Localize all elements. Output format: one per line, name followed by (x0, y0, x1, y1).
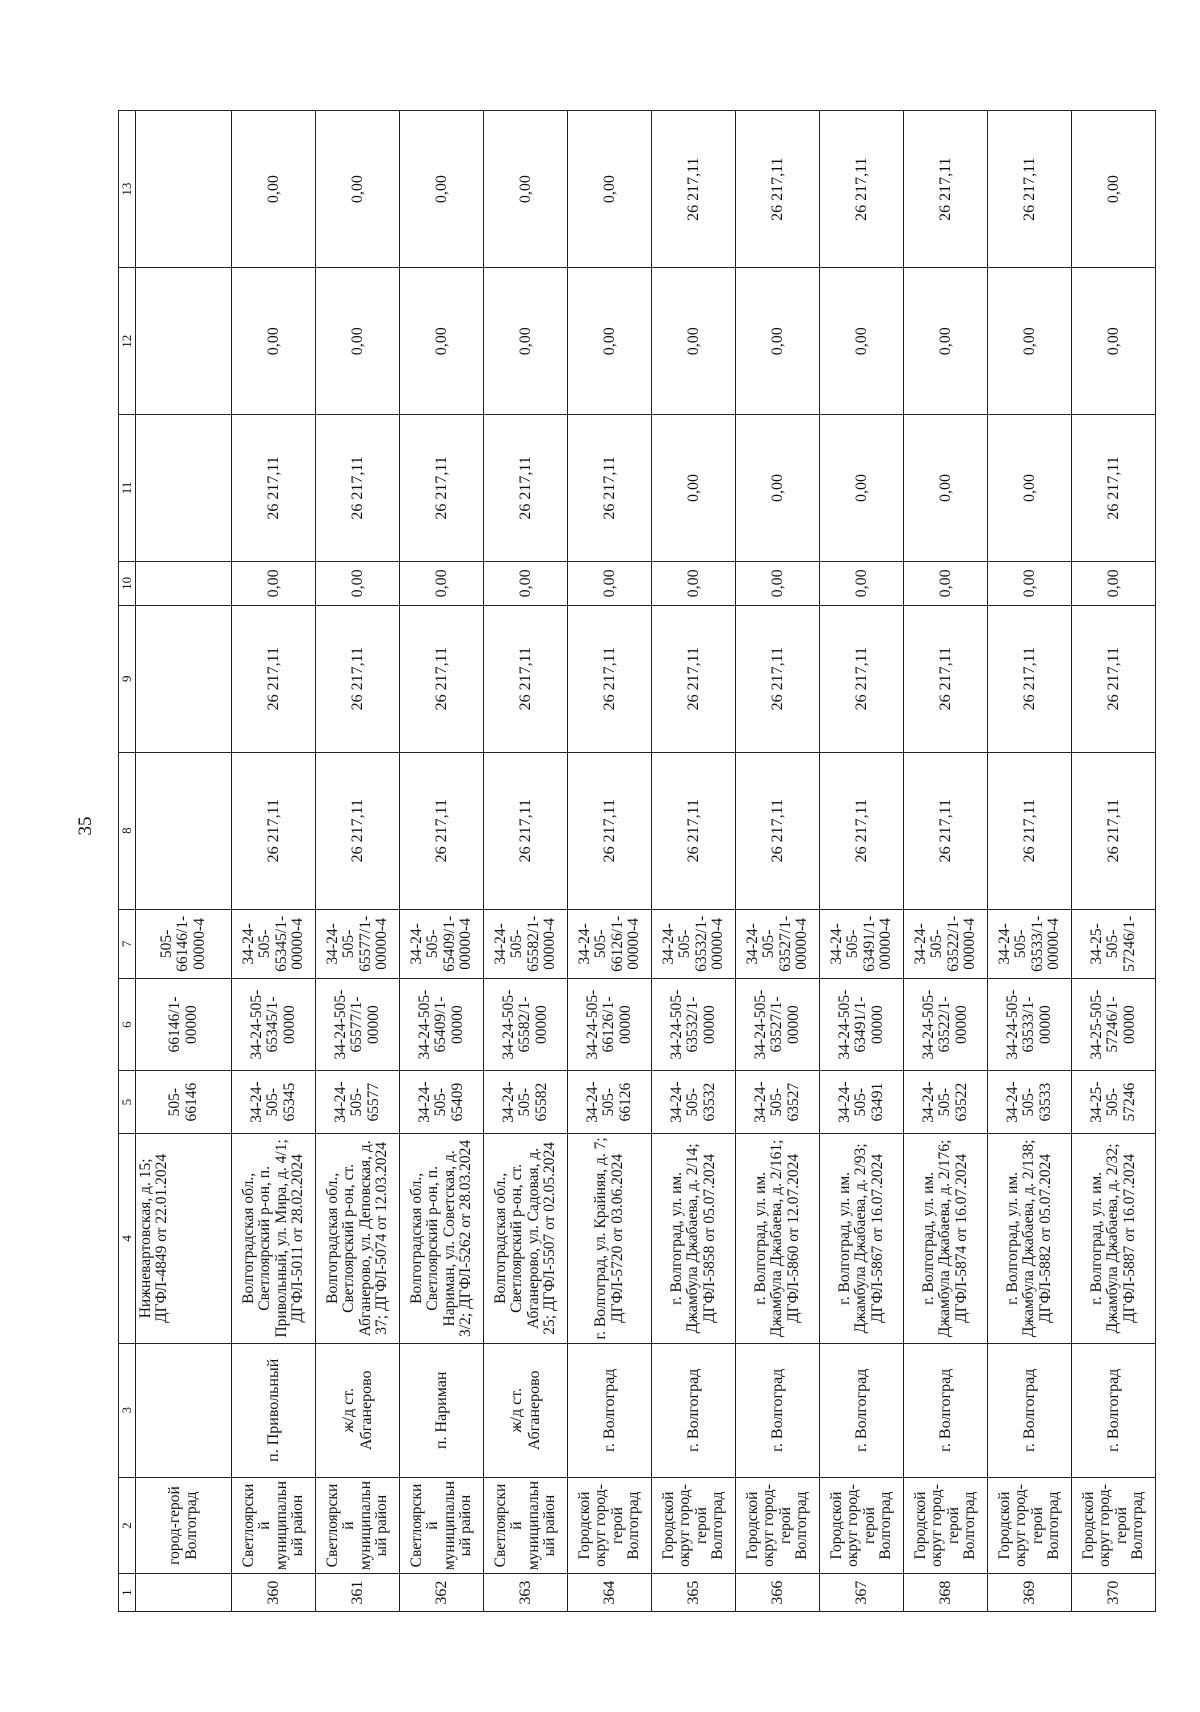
amount-cell-8: 26 217,11 (232, 752, 316, 909)
code-cell: 505-66146 (136, 1071, 232, 1134)
amount-cell-12: 0,00 (904, 268, 988, 415)
row-number: 362 (400, 1574, 484, 1612)
amount-cell-12: 0,00 (820, 268, 904, 415)
municipality-cell: Городской округ город-герой Волгоград (736, 1477, 820, 1573)
row-number (136, 1574, 232, 1612)
amount-cell-11: 26 217,11 (1072, 415, 1156, 562)
amount-cell-11: 0,00 (736, 415, 820, 562)
amount-cell-13: 26 217,11 (652, 111, 736, 268)
rotated-table-container (118, 110, 1178, 1612)
amount-cell-13: 26 217,11 (736, 111, 820, 268)
amount-cell-11: 26 217,11 (484, 415, 568, 562)
address-cell: г. Волгоград, ул. им. Джамбула Джабаева, д. 2/161; ДГФЛ-5860 от 12.07.2024 (736, 1134, 820, 1344)
amount-cell-10: 0,00 (904, 561, 988, 605)
column-header-8: 8 (119, 752, 136, 909)
code-cell: 34-24-505-63533 (988, 1071, 1072, 1134)
row-number: 360 (232, 1574, 316, 1612)
settlement-cell: п. Привольный (232, 1343, 316, 1477)
amount-cell-10: 0,00 (988, 561, 1072, 605)
amount-cell-10: 0,00 (568, 561, 652, 605)
municipality-cell: Городской округ город-герой Волгоград (904, 1477, 988, 1573)
code-cell: 34-24-505-65409 (400, 1071, 484, 1134)
column-header-5: 5 (119, 1071, 136, 1134)
amount-cell-12: 0,00 (988, 268, 1072, 415)
row-number: 368 (904, 1574, 988, 1612)
contract-cell: 34-24-505-65409/1-00000-4 (400, 909, 484, 978)
page-number: 35 (75, 816, 96, 836)
municipality-cell: Светлоярский муниципальный район (484, 1477, 568, 1573)
contract-cell: 34-24-505-66126/1-00000-4 (568, 909, 652, 978)
amount-cell-13: 26 217,11 (820, 111, 904, 268)
amount-cell-11: 0,00 (988, 415, 1072, 562)
account-cell: 34-24-505-65409/1-00000 (400, 978, 484, 1070)
column-number-row (119, 111, 136, 1612)
amount-cell-13: 0,00 (484, 111, 568, 268)
amount-cell-11: 26 217,11 (568, 415, 652, 562)
amount-cell-8: 26 217,11 (820, 752, 904, 909)
amount-cell-9: 26 217,11 (904, 605, 988, 752)
amount-cell-13: 0,00 (568, 111, 652, 268)
amount-cell-9: 26 217,11 (568, 605, 652, 752)
amount-cell-8: 26 217,11 (400, 752, 484, 909)
table-row (484, 111, 568, 1612)
amount-cell-12 (136, 268, 232, 415)
row-number: 369 (988, 1574, 1072, 1612)
amount-cell-8 (136, 752, 232, 909)
amount-cell-12: 0,00 (400, 268, 484, 415)
settlement-cell: г. Волгоград (988, 1343, 1072, 1477)
table-row (400, 111, 484, 1612)
code-cell: 34-24-505-65582 (484, 1071, 568, 1134)
column-header-2: 2 (119, 1477, 136, 1573)
settlement-cell: п. Нариман (400, 1343, 484, 1477)
contract-cell: 34-25-505-57246/1- (1072, 909, 1156, 978)
municipality-cell: город-герой Волгоград (136, 1477, 232, 1573)
row-number: 364 (568, 1574, 652, 1612)
column-header-12: 12 (119, 268, 136, 415)
table-row (232, 111, 316, 1612)
municipality-cell: Светлоярский муниципальный район (232, 1477, 316, 1573)
amount-cell-13: 0,00 (400, 111, 484, 268)
code-cell: 34-25-505-57246 (1072, 1071, 1156, 1134)
settlement-cell: ж/д ст. Абганерово (484, 1343, 568, 1477)
column-header-11: 11 (119, 415, 136, 562)
column-header-13: 13 (119, 111, 136, 268)
column-header-10: 10 (119, 561, 136, 605)
account-cell: 34-25-505-57246/1-00000 (1072, 978, 1156, 1070)
code-cell: 34-24-505-66126 (568, 1071, 652, 1134)
amount-cell-13: 0,00 (232, 111, 316, 268)
amount-cell-8: 26 217,11 (904, 752, 988, 909)
account-cell: 34-24-505-63522/1-00000 (904, 978, 988, 1070)
column-header-7: 7 (119, 909, 136, 978)
code-cell: 34-24-505-65577 (316, 1071, 400, 1134)
address-cell: г. Волгоград, ул. им. Джамбула Джабаева, д. 2/14; ДГФЛ-5858 от 05.07.2024 (652, 1134, 736, 1344)
amount-cell-12: 0,00 (316, 268, 400, 415)
amount-cell-8: 26 217,11 (988, 752, 1072, 909)
amount-cell-12: 0,00 (568, 268, 652, 415)
contract-cell: 34-24-505-63533/1-00000-4 (988, 909, 1072, 978)
contract-cell: 34-24-505-63532/1-00000-4 (652, 909, 736, 978)
code-cell: 34-24-505-63491 (820, 1071, 904, 1134)
municipality-cell: Светлоярский муниципальный район (316, 1477, 400, 1573)
contract-cell: 34-24-505-65345/1-00000-4 (232, 909, 316, 978)
amount-cell-8: 26 217,11 (736, 752, 820, 909)
amount-cell-11: 26 217,11 (232, 415, 316, 562)
amount-cell-12: 0,00 (652, 268, 736, 415)
amount-cell-13: 26 217,11 (988, 111, 1072, 268)
row-number: 370 (1072, 1574, 1156, 1612)
table-row (904, 111, 988, 1612)
amount-cell-12: 0,00 (736, 268, 820, 415)
amount-cell-10: 0,00 (652, 561, 736, 605)
settlement-cell: г. Волгоград (652, 1343, 736, 1477)
amount-cell-8: 26 217,11 (652, 752, 736, 909)
settlement-cell: г. Волгоград (736, 1343, 820, 1477)
column-header-6: 6 (119, 978, 136, 1070)
amount-cell-9: 26 217,11 (820, 605, 904, 752)
code-cell: 34-24-505-63527 (736, 1071, 820, 1134)
account-cell: 34-24-505-65582/1-00000 (484, 978, 568, 1070)
data-table (118, 110, 1156, 1612)
code-cell: 34-24-505-65345 (232, 1071, 316, 1134)
table-row (316, 111, 400, 1612)
amount-cell-9: 26 217,11 (1072, 605, 1156, 752)
municipality-cell: Городской округ город-герой Волгоград (652, 1477, 736, 1573)
table-row (736, 111, 820, 1612)
municipality-cell: Городской округ город-герой Волгоград (568, 1477, 652, 1573)
amount-cell-13: 26 217,11 (904, 111, 988, 268)
amount-cell-10 (136, 561, 232, 605)
amount-cell-9: 26 217,11 (988, 605, 1072, 752)
amount-cell-12: 0,00 (232, 268, 316, 415)
account-cell: 34-24-505-63491/1-00000 (820, 978, 904, 1070)
amount-cell-10: 0,00 (232, 561, 316, 605)
address-cell: Волгоградская обл., Светлоярский р-он, ст. Абганерово, ул. Садовая, д. 25; ДГФЛ-5507 от 02.05.2024 (484, 1134, 568, 1344)
municipality-cell: Городской округ город-герой Волгоград (1072, 1477, 1156, 1573)
account-cell: 34-24-505-65345/1-00000 (232, 978, 316, 1070)
contract-cell: 34-24-505-63522/1-00000-4 (904, 909, 988, 978)
settlement-cell: г. Волгоград (568, 1343, 652, 1477)
amount-cell-8: 26 217,11 (484, 752, 568, 909)
amount-cell-10: 0,00 (1072, 561, 1156, 605)
settlement-cell: ж/д ст. Абганерово (316, 1343, 400, 1477)
amount-cell-8: 26 217,11 (316, 752, 400, 909)
address-cell: Волгоградская обл., Светлоярский р-он, ст. Абганерово, ул. Деповская, д. 37; ДГФЛ-5074 от 12.03.2024 (316, 1134, 400, 1344)
amount-cell-10: 0,00 (400, 561, 484, 605)
code-cell: 34-24-505-63522 (904, 1071, 988, 1134)
account-cell: 34-24-505-63532/1-00000 (652, 978, 736, 1070)
amount-cell-10: 0,00 (484, 561, 568, 605)
contract-cell: 34-24-505-63491/1-00000-4 (820, 909, 904, 978)
amount-cell-11: 0,00 (820, 415, 904, 562)
amount-cell-13: 0,00 (316, 111, 400, 268)
amount-cell-11: 26 217,11 (400, 415, 484, 562)
amount-cell-11 (136, 415, 232, 562)
municipality-cell: Городской округ город-герой Волгоград (820, 1477, 904, 1573)
settlement-cell: г. Волгоград (1072, 1343, 1156, 1477)
contract-cell: 34-24-505-63527/1-00000-4 (736, 909, 820, 978)
municipality-cell: Городской округ город-герой Волгоград (988, 1477, 1072, 1573)
column-header-9: 9 (119, 605, 136, 752)
address-cell: г. Волгоград, ул. Крайняя, д. 7; ДГФЛ-5720 от 03.06.2024 (568, 1134, 652, 1344)
amount-cell-12: 0,00 (484, 268, 568, 415)
account-cell: 34-24-505-63527/1-00000 (736, 978, 820, 1070)
column-header-1: 1 (119, 1574, 136, 1612)
settlement-cell (136, 1343, 232, 1477)
amount-cell-9: 26 217,11 (316, 605, 400, 752)
table-row (820, 111, 904, 1612)
row-number: 367 (820, 1574, 904, 1612)
amount-cell-13: 0,00 (1072, 111, 1156, 268)
amount-cell-11: 0,00 (904, 415, 988, 562)
amount-cell-9: 26 217,11 (484, 605, 568, 752)
row-number: 365 (652, 1574, 736, 1612)
table-body (136, 111, 1156, 1612)
amount-cell-10: 0,00 (736, 561, 820, 605)
address-cell: Нижневартовская, д. 15; ДГФЛ-4849 от 22.01.2024 (136, 1134, 232, 1344)
account-cell: 34-24-505-66126/1-00000 (568, 978, 652, 1070)
amount-cell-9 (136, 605, 232, 752)
amount-cell-9: 26 217,11 (400, 605, 484, 752)
table-row (1072, 111, 1156, 1612)
table-row (136, 111, 232, 1612)
account-cell: 34-24-505-65577/1-00000 (316, 978, 400, 1070)
table-row (988, 111, 1072, 1612)
row-number: 363 (484, 1574, 568, 1612)
amount-cell-9: 26 217,11 (652, 605, 736, 752)
contract-cell: 34-24-505-65582/1-00000-4 (484, 909, 568, 978)
table-row (568, 111, 652, 1612)
address-cell: Волгоградская обл., Светлоярский р-он, п. Нариман, ул. Советская, д. 3/2; ДГФЛ-5262 от 28.03.2024 (400, 1134, 484, 1344)
contract-cell: 505-66146/1-00000-4 (136, 909, 232, 978)
amount-cell-8: 26 217,11 (1072, 752, 1156, 909)
column-header-4: 4 (119, 1134, 136, 1344)
account-cell: 34-24-505-63533/1-00000 (988, 978, 1072, 1070)
amount-cell-9: 26 217,11 (232, 605, 316, 752)
row-number: 361 (316, 1574, 400, 1612)
amount-cell-11: 0,00 (652, 415, 736, 562)
address-cell: г. Волгоград, ул. им. Джамбула Джабаева, д. 2/93; ДГФЛ-5867 от 16.07.2024 (820, 1134, 904, 1344)
amount-cell-9: 26 217,11 (736, 605, 820, 752)
amount-cell-10: 0,00 (820, 561, 904, 605)
column-header-3: 3 (119, 1343, 136, 1477)
address-cell: г. Волгоград, ул. им. Джамбула Джабаева, д. 2/176; ДГФЛ-5874 от 16.07.2024 (904, 1134, 988, 1344)
address-cell: г. Волгоград, ул. им. Джамбула Джабаева, д. 2/32; ДГФЛ-5887 от 16.07.2024 (1072, 1134, 1156, 1344)
municipality-cell: Светлоярский муниципальный район (400, 1477, 484, 1573)
code-cell: 34-24-505-63532 (652, 1071, 736, 1134)
settlement-cell: г. Волгоград (904, 1343, 988, 1477)
amount-cell-11: 26 217,11 (316, 415, 400, 562)
table-row (652, 111, 736, 1612)
amount-cell-13 (136, 111, 232, 268)
account-cell: 66146/1-00000 (136, 978, 232, 1070)
row-number: 366 (736, 1574, 820, 1612)
amount-cell-10: 0,00 (316, 561, 400, 605)
amount-cell-12: 0,00 (1072, 268, 1156, 415)
amount-cell-8: 26 217,11 (568, 752, 652, 909)
contract-cell: 34-24-505-65577/1-00000-4 (316, 909, 400, 978)
address-cell: г. Волгоград, ул. им. Джамбула Джабаева, д. 2/138; ДГФЛ-5882 от 05.07.2024 (988, 1134, 1072, 1344)
address-cell: Волгоградская обл., Светлоярский р-он, п. Привольный, ул. Мира, д. 4/1; ДГФЛ-5011 от 28.02.2024 (232, 1134, 316, 1344)
settlement-cell: г. Волгоград (820, 1343, 904, 1477)
